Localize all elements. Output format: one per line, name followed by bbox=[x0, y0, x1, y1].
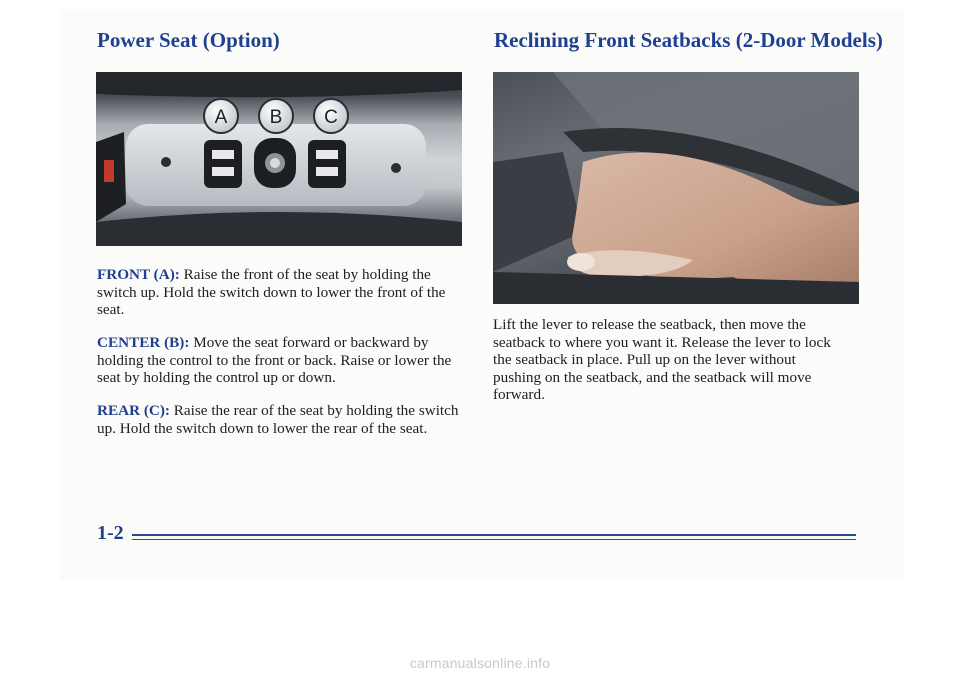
recline-lever-paragraph: Lift the lever to release the seatback, then move the seatback to where you want it. Release the lever to lock the seatback in place. Pull up on the lever without pushing on the seatback, and the seatback will move forward. bbox=[493, 316, 831, 403]
label-a-text: A bbox=[214, 107, 228, 128]
rear-switch-paragraph bbox=[97, 402, 469, 437]
seatback-lever-photo bbox=[493, 72, 859, 304]
center-text: Move the seat forward or backward by holding the control to the front or back. Raise or lower the seat by holding the control up or down. bbox=[97, 334, 452, 386]
site-watermark: carmanualsonline.info bbox=[409, 655, 551, 671]
power-seat-controls-photo bbox=[96, 72, 462, 246]
center-label: CENTER (B): bbox=[97, 334, 190, 351]
power-seat-controls-illustration bbox=[96, 72, 462, 246]
reclining-seatbacks-heading: Reclining Front Seatbacks (2-Door Models) bbox=[494, 28, 883, 52]
rear-text: Raise the rear of the seat by holding the switch up. Hold the switch down to lower the rear of the seat. bbox=[97, 402, 459, 437]
front-label: FRONT (A): bbox=[97, 266, 180, 283]
footer-rule bbox=[132, 534, 856, 536]
front-text: Raise the front of the seat by holding the switch up. Hold the switch down to lower the front of the seat. bbox=[97, 266, 446, 318]
page-number: 1-2 bbox=[97, 522, 124, 544]
footer-rule-thin bbox=[132, 539, 856, 540]
seatback-lever-illustration bbox=[493, 72, 859, 304]
front-switch-paragraph bbox=[97, 266, 469, 319]
label-c-text: C bbox=[324, 107, 338, 128]
power-seat-heading: Power Seat (Option) bbox=[97, 28, 280, 52]
rear-label: REAR (C): bbox=[97, 402, 170, 419]
center-control-paragraph bbox=[97, 334, 469, 387]
label-b-text: B bbox=[269, 107, 283, 128]
